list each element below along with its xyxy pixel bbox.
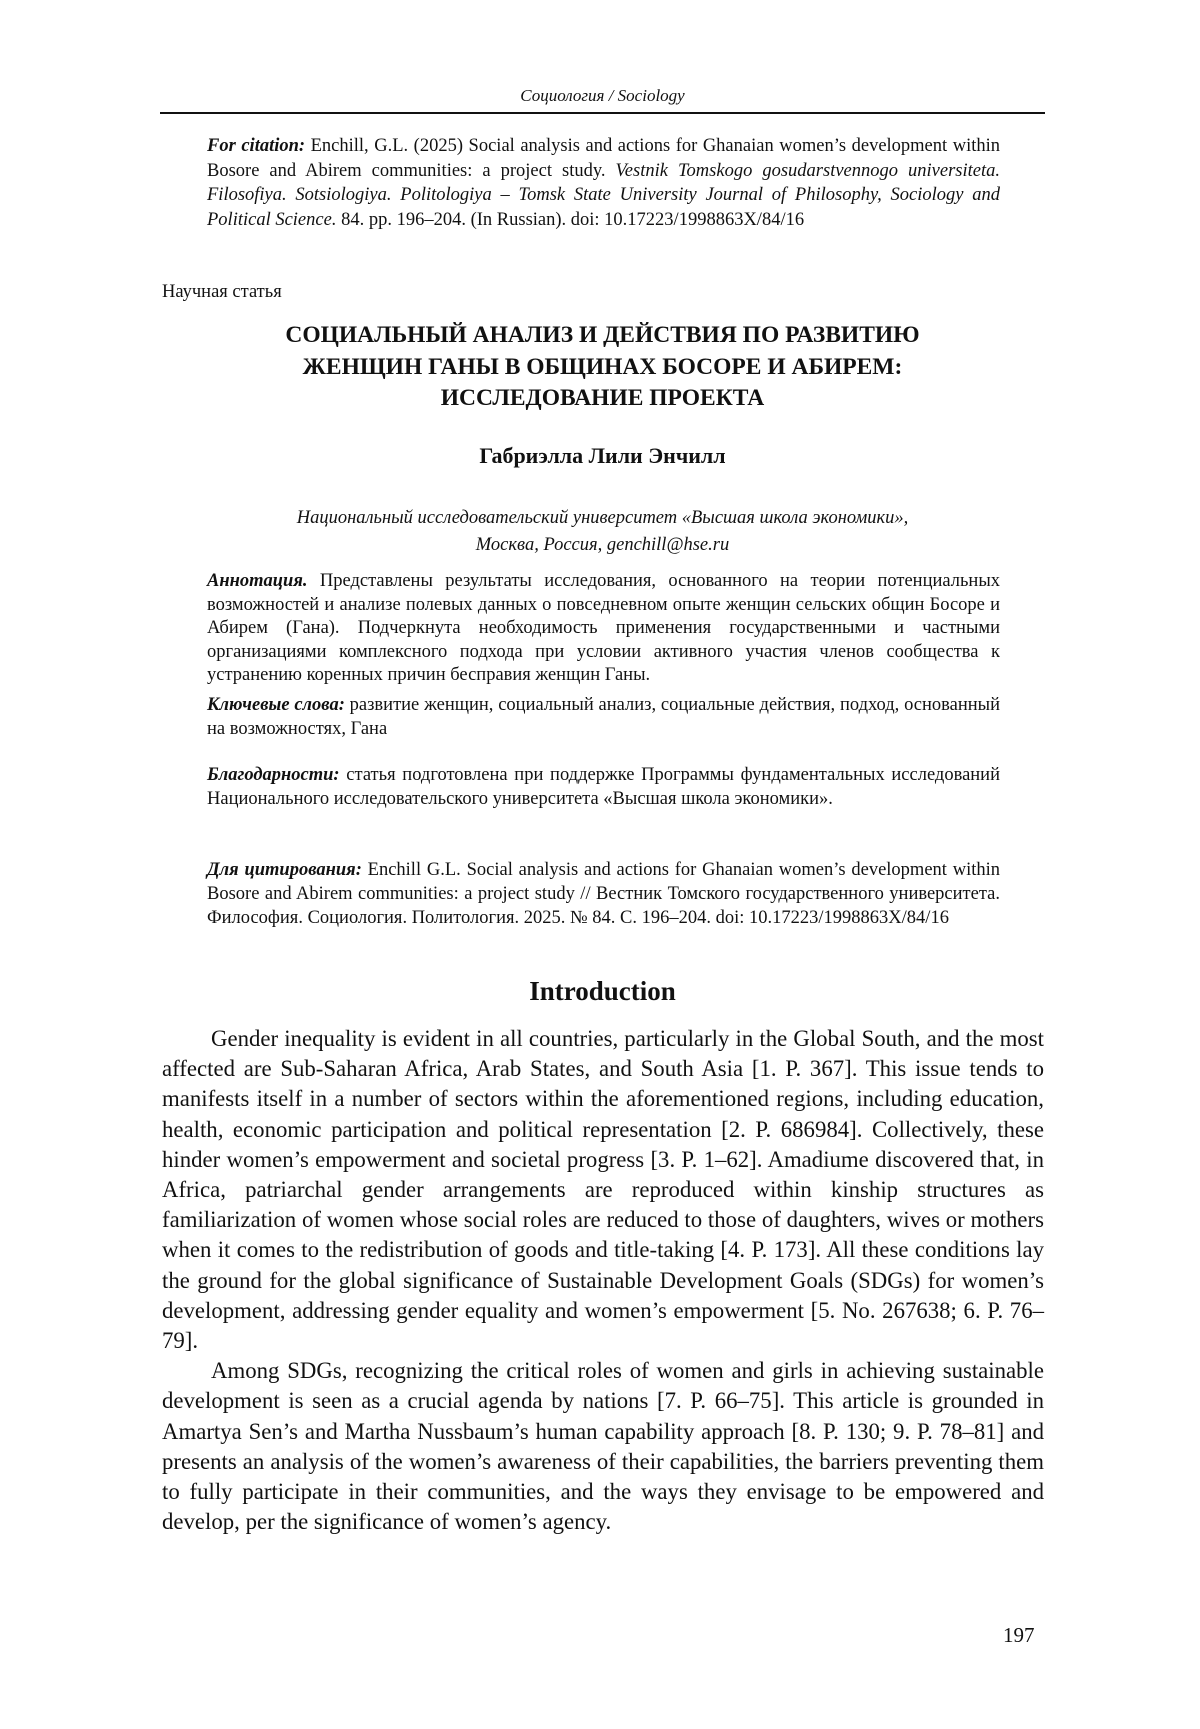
keywords-label: Ключевые слова:	[207, 695, 345, 715]
citation-ru-text: Enchill G.L. Social analysis and actions for Ghanaian women’s development within Bosore and Abirem communities: a project study // Вестник Томского государственного университета. Философия. Социология. Политология. 2025. № 84. С. 196–204. doi: 10.17223/1998863X/84/16	[207, 860, 1000, 928]
citation-ru-label: Для цитирования:	[207, 860, 362, 880]
affiliation-line: Москва, Россия, genchill@hse.ru	[475, 535, 730, 555]
paragraph: Gender inequality is evident in all countries, particularly in the Global South, and the most affected are Sub-Saharan Africa, Arab States, and South Asia [1. P. 367]. This issue tends to manifests itself in a number of sectors within the aforementioned regions, including education, health, economic participation and political representation [2. P. 686984]. Collectively, these hinder women’s empowerment and societal progress [3. P. 1–62]. Amadiume discovered that, in Africa, patriarchal gender arrangements are reproduced within kinship structures as familiarization of women whose social roles are reduced to those of daughters, wives or mothers when it comes to the redistribution of goods and title-taking [4. P. 173]. All these conditions lay the ground for the global significance of Sustainable Development Goals (SDGs) for women’s development, addressing gender equality and women’s empowerment [5. No. 267638; 6. P. 76–79].	[162, 1026, 1044, 1354]
abstract	[207, 570, 1000, 688]
title-line: ЖЕНЩИН ГАНЫ В ОБЩИНАХ БОСОРЕ И АБИРЕМ:	[302, 353, 903, 380]
affiliation	[160, 505, 1045, 559]
keywords-text: развитие женщин, социальный анализ, социальные действия, подход, основанный на возможностях, Гана	[207, 695, 1000, 739]
citation-english	[207, 134, 1000, 232]
abstract-label: Аннотация.	[207, 571, 308, 591]
paragraph: Among SDGs, recognizing the critical roles of women and girls in achieving sustainable development is seen as a crucial agenda by nations [7. P. 66–75]. This article is grounded in Amartya Sen’s and Martha Nussbaum’s human capability approach [8. P. 130; 9. P. 78–81] and presents an analysis of the women’s awareness of their capabilities, the barriers preventing them to fully participate in their communities, and the ways they envisage to be empowered and develop, per the significance of women’s agency.	[162, 1358, 1044, 1535]
title-line: ИССЛЕДОВАНИЕ ПРОЕКТА	[440, 385, 765, 411]
citation-journal: Vestnik Tomskogo gosudarstvennogo universiteta. Filosofiya. Sotsiologiya. Politologiya – Tomsk State University Journal of Philosophy, Sociology and Political Science.	[207, 160, 1000, 230]
affiliation-line: Национальный исследовательский университет «Высшая школа экономики»,	[296, 508, 909, 528]
title-line: СОЦИАЛЬНЫЙ АНАЛИЗ И ДЕЙСТВИЯ ПО РАЗВИТИЮ	[285, 322, 920, 348]
acknowledgements-text: статья подготовлена при поддержке Программы фундаментальных исследований Национального исследовательского университета «Высшая школа экономики».	[207, 765, 1000, 809]
article-title	[160, 320, 1045, 415]
section-heading-introduction: Introduction	[529, 976, 676, 1006]
acknowledgements	[207, 764, 1000, 811]
header-rule	[160, 112, 1045, 114]
citation-text-2: 84. pp. 196–204. (In Russian). doi: 10.17223/1998863X/84/16	[336, 209, 805, 230]
citation-text-1: Enchill, G.L. (2025) Social analysis and actions for Ghanaian women’s development within Bosore and Abirem communities: a project study.	[207, 136, 1000, 181]
abstract-text: Представлены результаты исследования, основанного на теории потенциальных возможностей и анализе полевых данных о повседневном опыте женщин сельских общин Босоре и Абирем (Гана). Подчеркнута необходимость применения государственными и частными организациями комплексного подхода при условии активного участия членов сообщества к устранению коренных причин бесправия женщин Ганы.	[207, 571, 1000, 685]
citation-label: For citation:	[207, 136, 306, 156]
introduction-body	[162, 1024, 1044, 1537]
page-number: 197	[1003, 1623, 1035, 1647]
running-header: Социология / Sociology	[520, 86, 685, 105]
citation-russian	[207, 858, 1000, 930]
acknowledgements-label: Благодарности:	[207, 765, 340, 785]
keywords	[207, 694, 1000, 741]
author-name: Габриэлла Лили Энчилл	[479, 443, 726, 468]
article-type: Научная статья	[162, 282, 282, 302]
